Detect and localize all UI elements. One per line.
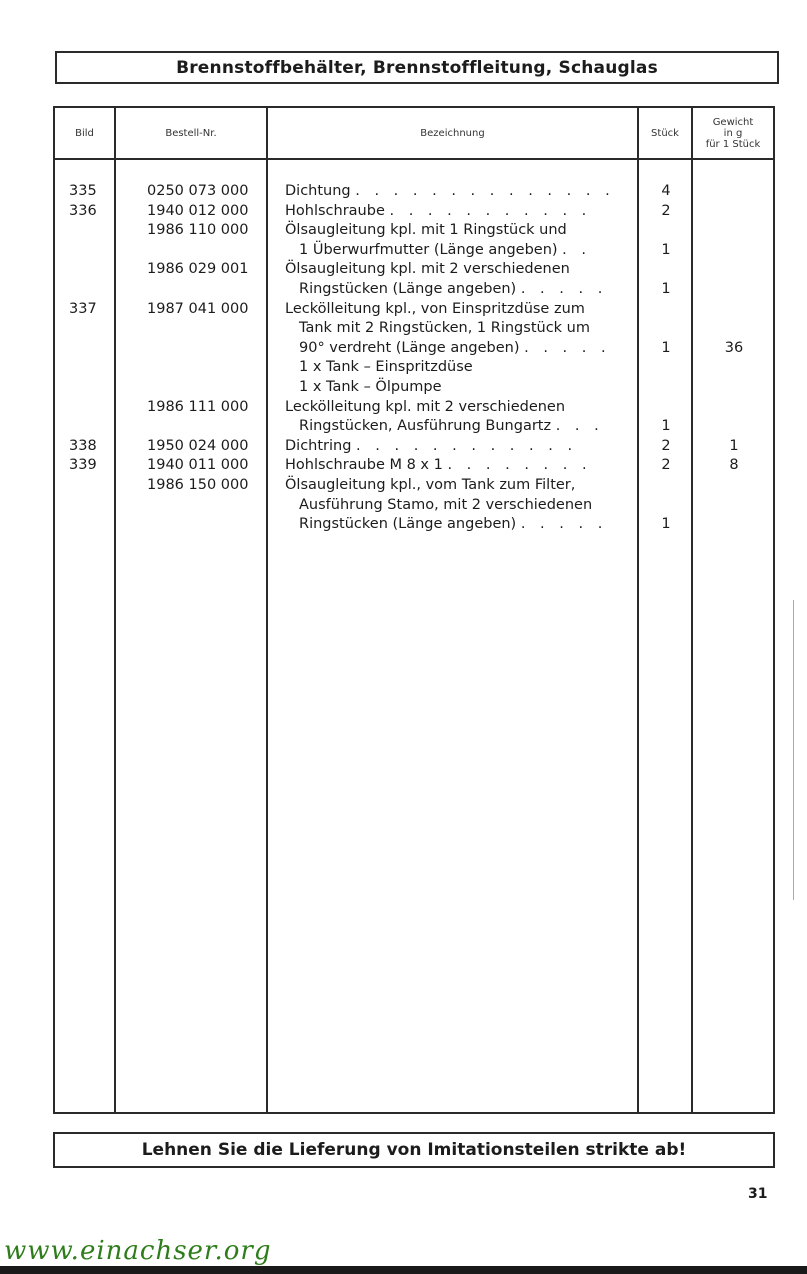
dot-leader: . . . . .: [524, 339, 611, 356]
cell-stueck: 4: [661, 183, 671, 199]
cell-stueck: 2: [661, 457, 671, 474]
cell-bezeichnung: [285, 397, 633, 417]
table-row: [55, 397, 773, 417]
description-text: Tank mit 2 Ringstücken, 1 Ringstück um: [299, 320, 590, 337]
cell-bestell-nr: 1940 012 000: [147, 202, 249, 219]
parts-table: [53, 106, 775, 1114]
description-text: Leckölleitung kpl., von Einspritzdüse zum: [285, 300, 585, 317]
description-text: Ringstücken (Länge angeben): [299, 516, 517, 533]
table-row: [55, 495, 773, 515]
cell-bezeichnung: [285, 475, 633, 495]
header-bezeichnung: Bezeichnung: [420, 127, 485, 139]
description-text: 1 Überwurfmutter (Länge angeben): [299, 241, 558, 258]
table-row: [55, 514, 773, 534]
cell-bild: 337: [69, 300, 97, 317]
description-text: Ausführung Stamo, mit 2 verschiedenen: [299, 496, 593, 513]
description-text: Dichtung: [285, 183, 351, 199]
header-bild: Bild: [75, 127, 94, 139]
cell-bezeichnung: [285, 495, 633, 515]
cell-bezeichnung: [285, 455, 633, 475]
table-row: [55, 201, 773, 221]
cell-gewicht: 36: [724, 339, 744, 356]
table-row: [55, 279, 773, 299]
cell-bild: 335: [69, 183, 97, 199]
cell-stueck: 1: [661, 281, 671, 297]
header-gewicht-line1: Gewicht: [712, 116, 754, 128]
dot-leader: . .: [562, 241, 591, 258]
description-text: Leckölleitung kpl. mit 2 verschiedenen: [285, 398, 566, 415]
cell-bezeichnung: [285, 377, 633, 397]
page-title: Brennstoffbehälter, Brennstoffleitung, Schauglas: [55, 51, 779, 84]
description-text: Ölsaugleitung kpl. mit 1 Ringstück und: [285, 222, 567, 239]
scan-edge-line: [793, 600, 794, 900]
cell-bestell-nr: 1940 011 000: [147, 457, 249, 474]
description-text: Dichtring: [285, 437, 352, 454]
page-number: 31: [748, 1186, 768, 1202]
cell-stueck: 1: [661, 241, 671, 258]
dot-leader: . . . . . . . . . . .: [389, 202, 592, 219]
dot-leader: . . . . . . . .: [447, 457, 592, 474]
watermark-text: www.einachser.org: [4, 1236, 272, 1266]
cell-bestell-nr: 1986 111 000: [147, 398, 249, 415]
cell-bestell-nr: 1950 024 000: [147, 437, 249, 454]
description-text: Ringstücken (Länge angeben): [299, 281, 517, 297]
dot-leader: . . . . . . . . . . . . . .: [355, 183, 615, 199]
dot-leader: . . .: [555, 418, 604, 435]
header-gewicht-line2: in g: [723, 127, 743, 139]
cell-bestell-nr: 1986 029 001: [147, 261, 249, 278]
scan-edge-bar: [0, 1266, 807, 1274]
table-row: [55, 377, 773, 397]
cell-bezeichnung: [285, 416, 633, 436]
cell-bestell-nr: 1987 041 000: [147, 300, 249, 317]
header-gewicht: [693, 108, 773, 158]
description-text: Hohlschraube M 8 x 1: [285, 457, 443, 474]
cell-stueck: 1: [661, 516, 671, 533]
cell-bezeichnung: [285, 279, 633, 299]
header-bestell-nr: Bestell-Nr.: [165, 127, 217, 139]
table-row: [55, 357, 773, 377]
cell-bezeichnung: [285, 318, 633, 338]
header-divider: [55, 158, 773, 160]
cell-bezeichnung: [285, 357, 633, 377]
description-text: 90° verdreht (Länge angeben): [299, 339, 520, 356]
table-row: [55, 416, 773, 436]
cell-bild: 336: [69, 202, 97, 219]
cell-stueck: 2: [661, 202, 671, 219]
cell-bestell-nr: 1986 110 000: [147, 222, 249, 239]
table-row: [55, 240, 773, 260]
cell-stueck: 1: [661, 418, 671, 435]
description-text: Ölsaugleitung kpl. mit 2 verschiedenen: [285, 261, 570, 278]
table-row: [55, 259, 773, 279]
cell-stueck: 2: [661, 437, 671, 454]
cell-bezeichnung: [285, 259, 633, 279]
dot-leader: . . . . . . . . . . . .: [356, 437, 578, 454]
table-row: [55, 299, 773, 319]
cell-bild: 339: [69, 457, 97, 474]
cell-gewicht: 1: [729, 437, 739, 454]
table-row: [55, 220, 773, 240]
description-text: Ölsaugleitung kpl., vom Tank zum Filter,: [285, 477, 576, 493]
cell-bezeichnung: [285, 220, 633, 240]
table-row: [55, 475, 773, 495]
cell-bezeichnung: [285, 240, 633, 260]
cell-stueck: 1: [661, 339, 671, 356]
description-text: Ringstücken, Ausführung Bungartz: [299, 418, 552, 435]
table-row: [55, 436, 773, 456]
cell-gewicht: 8: [729, 457, 739, 474]
header-stueck: Stück: [651, 127, 679, 139]
table-row: [55, 455, 773, 475]
table-row: [55, 181, 773, 201]
footer-notice: Lehnen Sie die Lieferung von Imitationsteilen strikte ab!: [53, 1132, 775, 1168]
cell-bezeichnung: [285, 181, 633, 201]
cell-bezeichnung: [285, 338, 633, 358]
cell-bestell-nr: 1986 150 000: [147, 477, 249, 493]
cell-bild: 338: [69, 437, 97, 454]
dot-leader: . . . . .: [520, 516, 608, 533]
cell-bezeichnung: [285, 299, 633, 319]
cell-bezeichnung: [285, 514, 633, 534]
table-row: [55, 318, 773, 338]
description-text: 1 x Tank – Einspritzdüse: [299, 359, 473, 376]
header-gewicht-line3: für 1 Stück: [705, 138, 761, 150]
description-text: Hohlschraube: [285, 202, 385, 219]
dot-leader: . . . . .: [520, 281, 608, 297]
table-row: [55, 338, 773, 358]
cell-bezeichnung: [285, 436, 633, 456]
cell-bestell-nr: 0250 073 000: [147, 183, 249, 199]
description-text: 1 x Tank – Ölpumpe: [299, 379, 442, 395]
cell-bezeichnung: [285, 201, 633, 221]
